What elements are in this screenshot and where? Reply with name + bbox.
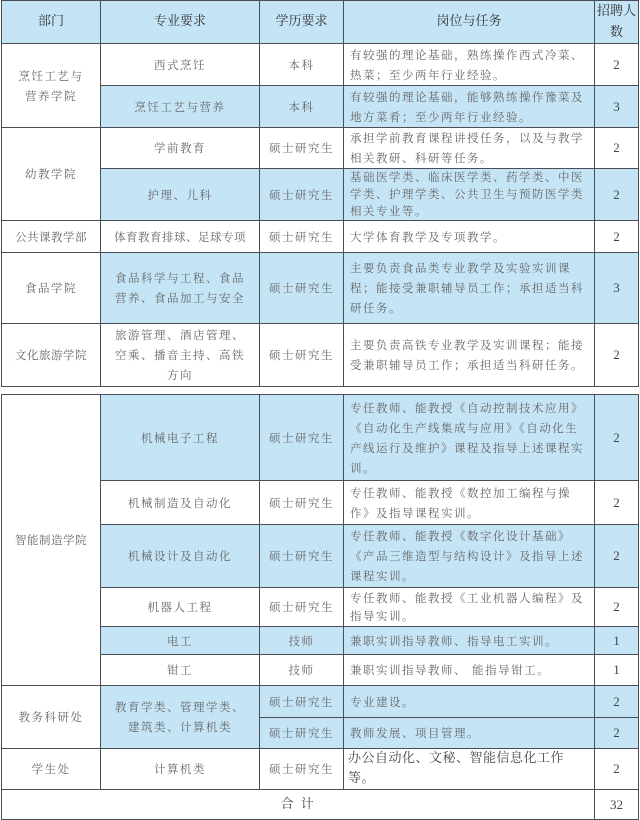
count-cell: 2 (595, 749, 639, 790)
count-cell: 2 (595, 221, 639, 253)
duties-cell: 基础医学类、临床医学类、药学类、中医学类、护理学类、公共卫生与预防医学类相关专业等。 (344, 169, 595, 221)
education-cell: 硕士研究生 (260, 525, 344, 588)
duties-cell: 专任教师、能教授《自动控制技术应用》《自动化生产线集成与应用》《自动化生产线运行及维护》课程及指导上述课程实训。 (344, 395, 595, 481)
education-cell: 本科 (260, 44, 344, 86)
duties-cell: 兼职实训指导教师、 能指导钳工。 (344, 655, 595, 686)
department-cell: 教务科研处 (2, 686, 101, 749)
total-row (2, 790, 639, 820)
table-row (2, 253, 639, 324)
education-cell: 技师 (260, 655, 344, 686)
duties-cell: 承担学前教育课程讲授任务，以及与教学相关教研、科研等任务。 (344, 128, 595, 169)
duties-cell: 专任教师、能教授《数字化设计基础》《产品三维造型与结构设计》及指导上述课程实训。 (344, 525, 595, 588)
major-cell: 烹饪工艺与营养 (101, 86, 260, 128)
header-major: 专业要求 (101, 1, 260, 44)
education-cell: 技师 (260, 627, 344, 655)
header-duties: 岗位与任务 (344, 1, 595, 44)
major-cell: 护理、儿科 (101, 169, 260, 221)
duties-cell: 有较强的理论基础，能够熟练操作豫菜及地方菜肴；至少两年行业经验。 (344, 86, 595, 128)
count-cell: 2 (595, 324, 639, 387)
department-cell: 智能制造学院 (2, 395, 101, 686)
count-cell: 2 (595, 686, 639, 718)
duties-cell: 主要负责食品类专业教学及实验实训课程；能接受兼职辅导员工作；承担适当科研任务。 (344, 253, 595, 324)
major-cell: 计算机类 (101, 749, 260, 790)
header-education: 学历要求 (260, 1, 344, 44)
table-row (2, 395, 639, 481)
education-cell: 硕士研究生 (260, 169, 344, 221)
department-cell: 公共课教学部 (2, 221, 101, 253)
education-cell: 硕士研究生 (260, 324, 344, 387)
table-row (2, 128, 639, 169)
major-cell: 机械制造及自动化 (101, 481, 260, 525)
duties-cell: 专业建设。 (344, 686, 595, 718)
education-cell: 硕士研究生 (260, 128, 344, 169)
count-cell: 1 (595, 655, 639, 686)
major-cell: 教育学类、管理学类、建筑类、计算机类 (101, 686, 260, 749)
count-cell: 1 (595, 627, 639, 655)
education-cell: 硕士研究生 (260, 395, 344, 481)
count-cell: 2 (595, 588, 639, 627)
count-cell: 2 (595, 525, 639, 588)
duties-cell: 有较强的理论基础，熟练操作西式冷菜、热菜；至少两年行业经验。 (344, 44, 595, 86)
major-cell: 旅游管理、酒店管理、空乘、播音主持、高铁方向 (101, 324, 260, 387)
header-department: 部门 (2, 1, 101, 44)
table-row (2, 686, 639, 718)
major-cell: 机械电子工程 (101, 395, 260, 481)
recruitment-table-part1 (1, 0, 639, 387)
header-row (2, 1, 639, 44)
count-cell: 3 (595, 253, 639, 324)
table-row (2, 221, 639, 253)
department-cell: 烹饪工艺与营养学院 (2, 44, 101, 128)
major-cell: 体育教育排球、足球专项 (101, 221, 260, 253)
education-cell: 硕士研究生 (260, 481, 344, 525)
education-cell: 硕士研究生 (260, 253, 344, 324)
table-row (2, 749, 639, 790)
major-cell: 钳工 (101, 655, 260, 686)
education-cell: 硕士研究生 (260, 686, 344, 718)
duties-cell: 兼职实训指导教师、指导电工实训。 (344, 627, 595, 655)
duties-cell: 专任教师、能教授《工业机器人编程》及指导实训。 (344, 588, 595, 627)
major-cell: 学前教育 (101, 128, 260, 169)
major-cell: 机械设计及自动化 (101, 525, 260, 588)
education-cell: 硕士研究生 (260, 749, 344, 790)
department-cell: 文化旅游学院 (2, 324, 101, 387)
count-cell: 2 (595, 44, 639, 86)
count-cell: 2 (595, 481, 639, 525)
education-cell: 本科 (260, 86, 344, 128)
duties-cell: 办公自动化、文秘、智能信息化工作等。 (344, 749, 595, 790)
duties-cell: 主要负责高铁专业教学及实训课程；能接受兼职辅导员工作；承担适当科研任务。 (344, 324, 595, 387)
major-cell: 机器人工程 (101, 588, 260, 627)
department-cell: 学生处 (2, 749, 101, 790)
recruitment-table-part2 (1, 394, 639, 820)
total-count: 32 (595, 790, 639, 820)
count-cell: 2 (595, 128, 639, 169)
count-cell: 2 (595, 395, 639, 481)
count-cell: 3 (595, 86, 639, 128)
duties-cell: 大学体育教学及专项教学。 (344, 221, 595, 253)
major-cell: 食品科学与工程、食品营养、食品加工与安全 (101, 253, 260, 324)
major-cell: 西式烹饪 (101, 44, 260, 86)
department-cell: 幼教学院 (2, 128, 101, 221)
education-cell: 硕士研究生 (260, 221, 344, 253)
table-row (2, 324, 639, 387)
count-cell: 2 (595, 718, 639, 749)
major-cell: 电工 (101, 627, 260, 655)
table-row (2, 44, 639, 86)
header-count: 招聘人数 (595, 1, 639, 44)
duties-cell: 专任教师、能教授《数控加工编程与操作》及指导课程实训。 (344, 481, 595, 525)
education-cell: 硕士研究生 (260, 718, 344, 749)
duties-cell: 教师发展、项目管理。 (344, 718, 595, 749)
department-cell: 食品学院 (2, 253, 101, 324)
count-cell: 2 (595, 169, 639, 221)
education-cell: 硕士研究生 (260, 588, 344, 627)
total-label: 合 计 (2, 790, 595, 820)
